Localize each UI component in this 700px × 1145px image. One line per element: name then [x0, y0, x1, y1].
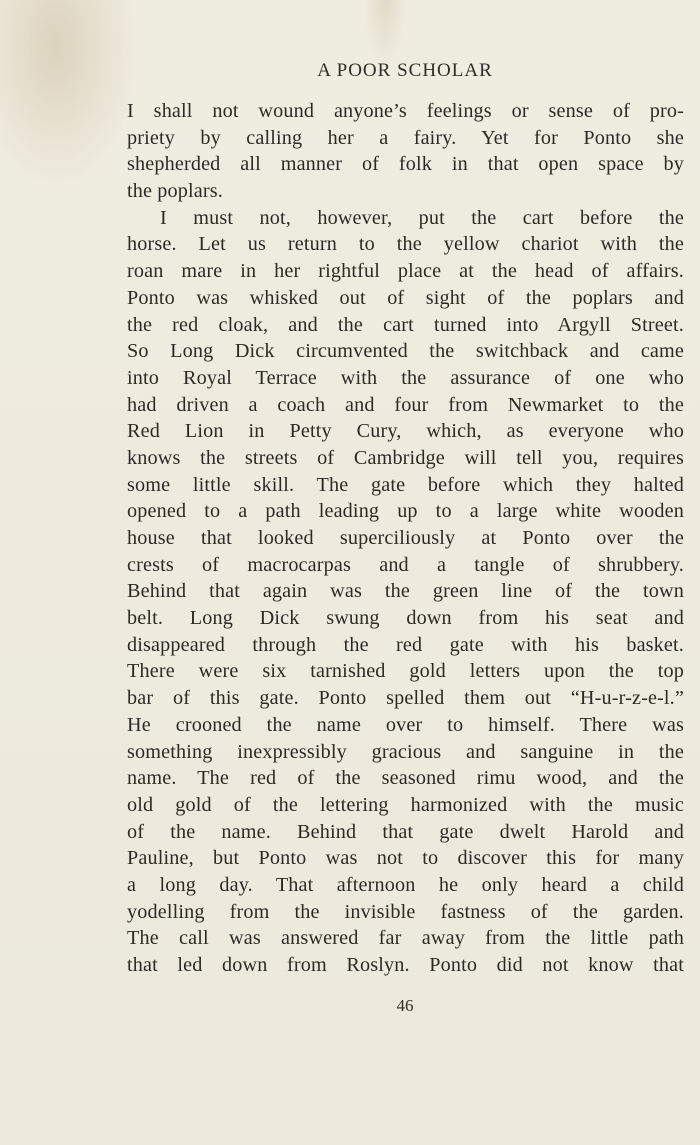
- text-line: name. The red of the seasoned rimu wood, and the: [127, 767, 684, 790]
- text-line: I shall not wound anyone’s feelings or sense of pro-: [127, 100, 684, 122]
- text-line: crests of macrocarpas and a tangle of shrubbery.: [127, 553, 684, 576]
- text-line: the red cloak, and the cart turned into Argyll Street.: [127, 313, 684, 336]
- text-line: priety by calling her a fairy. Yet for Ponto she: [127, 126, 684, 149]
- text-line: Red Lion in Petty Cury, which, as everyone who: [127, 420, 684, 443]
- text-line: some little skill. The gate before which they halted: [127, 473, 684, 496]
- running-head: A POOR SCHOLAR: [317, 60, 493, 81]
- text-line: Pauline, but Ponto was not to discover this for many: [127, 847, 684, 870]
- text-line: I must not, however, put the cart before the: [160, 206, 684, 229]
- text-line: into Royal Terrace with the assurance of one who: [127, 366, 684, 389]
- text-line: horse. Let us return to the yellow chariot with the: [127, 233, 684, 256]
- text-line: There were six tarnished gold letters upon the top: [127, 660, 684, 683]
- text-line: Behind that again was the green line of the town: [127, 580, 684, 603]
- text-line: Ponto was whisked out of sight of the poplars and: [127, 286, 684, 309]
- text-line: opened to a path leading up to a large white wooden: [127, 500, 684, 523]
- text-line: belt. Long Dick swung down from his seat and: [127, 607, 684, 630]
- text-line: shepherded all manner of folk in that open space by: [127, 153, 684, 176]
- text-line: had driven a coach and four from Newmarket to the: [127, 393, 684, 416]
- text-line: a long day. That afternoon he only heard a child: [127, 873, 684, 896]
- text-line: yodelling from the invisible fastness of the garden.: [127, 900, 684, 923]
- text-line: the poplars.: [127, 180, 223, 203]
- text-line: roan mare in her rightful place at the head of affairs.: [127, 260, 684, 283]
- page-number: 46: [396, 996, 414, 1015]
- text-line: of the name. Behind that gate dwelt Harold and: [127, 820, 684, 843]
- text-line: bar of this gate. Ponto spelled them out “H-u-r-z-e-l.”: [127, 687, 684, 710]
- body-text: [127, 98, 684, 979]
- text-line: disappeared through the red gate with his basket.: [127, 633, 684, 656]
- text-line: knows the streets of Cambridge will tell you, requires: [127, 446, 684, 469]
- text-line: old gold of the lettering harmonized with the music: [127, 793, 684, 816]
- text-line: something inexpressibly gracious and sanguine in the: [127, 740, 684, 763]
- text-line: that led down from Roslyn. Ponto did not know that: [127, 954, 684, 976]
- text-line: house that looked superciliously at Ponto over the: [127, 527, 684, 549]
- text-line: The call was answered far away from the little path: [127, 927, 684, 950]
- text-line: So Long Dick circumvented the switchback and came: [127, 340, 684, 363]
- text-line: He crooned the name over to himself. There was: [127, 713, 684, 736]
